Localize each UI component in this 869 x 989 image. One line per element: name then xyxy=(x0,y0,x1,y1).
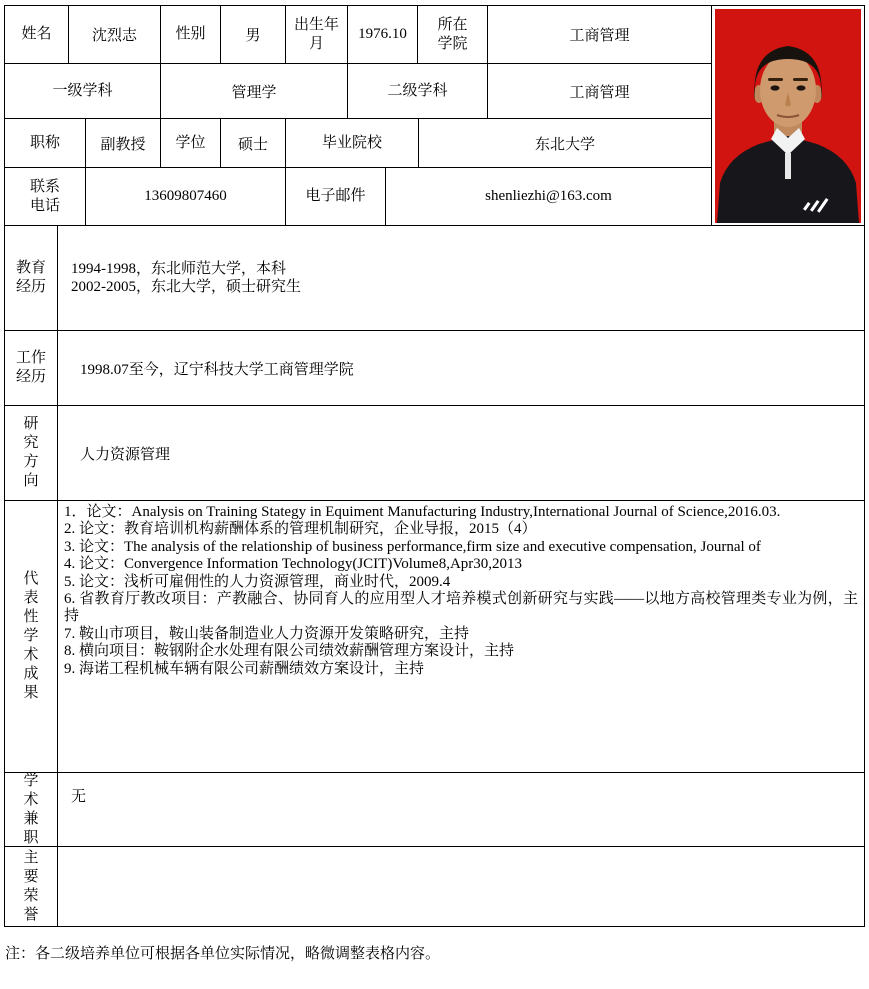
honors-label: 主要荣誉 xyxy=(5,847,58,926)
research-line: 人力资源管理 xyxy=(80,446,171,463)
school-value: 东北大学 xyxy=(419,119,712,168)
birth-label: 出生年月 xyxy=(286,6,348,64)
parttime-content xyxy=(58,773,864,847)
discipline1-label: 一级学科 xyxy=(5,64,161,119)
id-photo xyxy=(712,6,864,226)
achievement-item: 4. 论文：Convergence Information Technology(JCIT)Volume8,Apr30,2013 xyxy=(64,556,523,573)
degree-label: 学位 xyxy=(161,119,221,168)
row-title xyxy=(5,119,712,168)
honors-section xyxy=(5,847,864,926)
achievements-content xyxy=(58,501,864,773)
achievement-item: 2. 论文：教育培训机构薪酬体系的管理机制研究，企业导报，2015（4） xyxy=(64,521,537,538)
work-content xyxy=(58,331,864,406)
education-section xyxy=(5,226,864,331)
work-line: 1998.07至今，辽宁科技大学工商管理学院 xyxy=(80,361,354,378)
phone-value: 13609807460 xyxy=(86,168,286,226)
title-value: 副教授 xyxy=(86,119,161,168)
parttime-line: 无 xyxy=(71,789,87,805)
education-line: 1994-1998，东北师范大学，本科 xyxy=(71,261,286,277)
college-value: 工商管理 xyxy=(488,6,712,64)
footer-note: 注：各二级培养单位可根据各单位实际情况，略微调整表格内容。 xyxy=(5,946,441,962)
achievement-item: 5. 论文：浅析可雇佣性的人力资源管理，商业时代，2009.4 xyxy=(64,573,451,590)
row-contact xyxy=(5,168,712,226)
research-section xyxy=(5,406,864,501)
honors-content xyxy=(58,847,864,926)
discipline2-value: 工商管理 xyxy=(488,64,712,119)
email-label: 电子邮件 xyxy=(286,168,386,226)
birth-value: 1976.10 xyxy=(348,6,418,64)
college-label: 所在学院 xyxy=(418,6,488,64)
discipline1-value: 管理学 xyxy=(161,64,348,119)
degree-value: 硕士 xyxy=(221,119,286,168)
row-discipline xyxy=(5,64,712,119)
parttime-section xyxy=(5,773,864,847)
research-label: 研究方向 xyxy=(5,406,58,501)
research-content xyxy=(58,406,864,501)
phone-label: 联系电话 xyxy=(5,168,86,226)
achievement-item: 7. 鞍山市项目，鞍山装备制造业人力资源开发策略研究，主持 xyxy=(64,625,470,642)
education-content xyxy=(58,226,864,331)
name-label: 姓名 xyxy=(5,6,69,64)
gender-label: 性别 xyxy=(161,6,221,64)
achievement-item: 9. 海诺工程机械车辆有限公司薪酬绩效方案设计，主持 xyxy=(64,660,425,677)
achievements-section xyxy=(5,501,864,773)
title-label: 职称 xyxy=(5,119,86,168)
discipline2-label: 二级学科 xyxy=(348,64,488,119)
achievement-item: 8. 横向项目：鞍钢附企水处理有限公司绩效薪酬管理方案设计，主持 xyxy=(64,643,515,660)
school-label: 毕业院校 xyxy=(286,119,419,168)
work-section xyxy=(5,331,864,406)
parttime-label: 学术兼职 xyxy=(5,773,58,847)
name-value: 沈烈志 xyxy=(69,6,161,64)
work-label: 工作经历 xyxy=(5,331,58,406)
achievement-item: 6. 省教育厅教改项目：产教融合、协同育人的应用型人才培养模式创新研究与实践——以地方高校管理类专业为例，主持 xyxy=(64,591,858,625)
top-section xyxy=(5,6,864,226)
achievements-label: 代表性学术成果 xyxy=(5,501,58,773)
email-value: shenliezhi@163.com xyxy=(386,168,712,226)
portrait-photo-graphic xyxy=(715,9,861,223)
row-basic xyxy=(5,6,712,64)
achievement-item: 1．论文：Analysis on Training Stategy in Equiment Manufacturing Industry,International Journal of Science,2016.03. xyxy=(64,504,781,520)
education-line: 2002-2005，东北大学，硕士研究生 xyxy=(71,279,301,295)
top-grid xyxy=(5,6,712,226)
info-table xyxy=(4,5,865,927)
education-label: 教育经历 xyxy=(5,226,58,331)
achievement-item: 3. 论文：The analysis of the relationship of business performance,firm size and executive compensation, Journal of xyxy=(64,538,761,555)
gender-value: 男 xyxy=(221,6,286,64)
